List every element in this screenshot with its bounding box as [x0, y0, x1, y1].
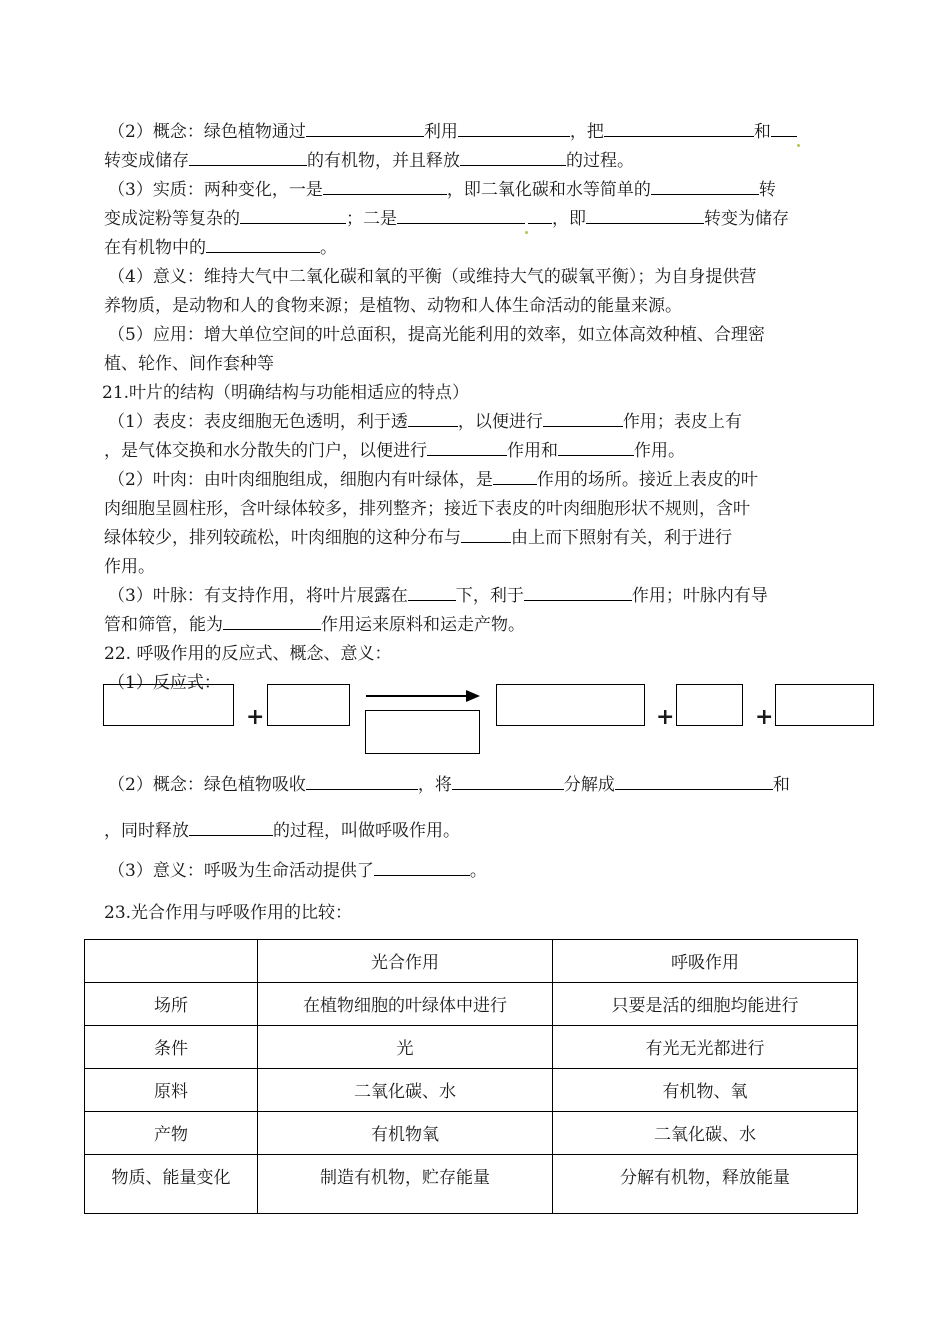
table-cell: 产物: [85, 1112, 258, 1155]
s20-concept-line2: 转变成储存 的有机物，并且释放 的过程。: [104, 147, 852, 176]
fill-blank[interactable]: [452, 771, 564, 790]
formula-box-product3[interactable]: [775, 684, 874, 726]
s20-application-line1: （5）应用：增大单位空间的叶总面积，提高光能利用的效率，如立体高效种植、合理密: [108, 325, 765, 345]
table-header-cell: [85, 940, 258, 983]
s21-mesophyll-line1: （2）叶肉：由叶肉细胞组成，细胞内有叶绿体，是 作用的场所。接近上表皮的叶: [108, 466, 856, 495]
s20-essence-line1: （3）实质：两种变化，一是 ，即二氧化碳和水等简单的 转: [108, 176, 856, 205]
fill-blank[interactable]: [206, 234, 320, 253]
formula-box-condition[interactable]: [365, 710, 480, 754]
table-cell: 场所: [85, 983, 258, 1026]
s21-vein-line1: （3）叶脉：有支持作用，将叶片展露在 下，利于 作用；叶脉内有导: [108, 582, 856, 611]
fill-blank[interactable]: [615, 771, 773, 790]
fill-blank[interactable]: [427, 437, 507, 456]
table-cell: 只要是活的细胞均能进行: [553, 983, 858, 1026]
s20-essence-line3: 在有机物中的 。: [104, 234, 852, 263]
table-header-row: [85, 940, 858, 983]
s20-meaning-line1: （4）意义：维持大气中二氧化碳和氧的平衡（或维持大气的碳氧平衡）；为自身提供营: [108, 267, 757, 287]
fill-blank[interactable]: [458, 118, 570, 137]
fill-blank[interactable]: [651, 176, 759, 195]
s22-meaning: （3）意义：呼吸为生命活动提供了 。: [108, 857, 856, 886]
s22-title: 22. 呼吸作用的反应式、概念、意义：: [104, 644, 392, 664]
table-cell: 二氧化碳、水: [553, 1112, 858, 1155]
table-header-cell: 光合作用: [258, 940, 553, 983]
fill-blank[interactable]: [306, 118, 424, 137]
table-row: [85, 1112, 858, 1155]
fill-blank[interactable]: [543, 408, 623, 427]
s23-title: 23.光合作用与呼吸作用的比较：: [104, 903, 353, 923]
table-row: [85, 1069, 858, 1112]
table-cell: 有机物氧: [258, 1112, 553, 1155]
table-row: [85, 983, 858, 1026]
fill-blank[interactable]: [223, 611, 321, 630]
fill-blank[interactable]: [189, 817, 273, 836]
fill-blank[interactable]: [189, 147, 307, 166]
fill-blank[interactable]: [306, 771, 418, 790]
table-cell: 在植物细胞的叶绿体中进行: [258, 983, 553, 1026]
table-cell: 分解有机物，释放能量: [553, 1155, 858, 1214]
s21-mesophyll-line4: 作用。: [104, 557, 155, 577]
s21-title: 21.叶片的结构（明确结构与功能相适应的特点）: [102, 383, 470, 403]
formula-box-reactant2[interactable]: [267, 684, 350, 726]
s21-epidermis-line1: （1）表皮：表皮细胞无色透明，利于透 ，以便进行 作用；表皮上有: [108, 408, 856, 437]
s22-concept-line1: （2）概念：绿色植物吸收 ，将 分解成 和: [108, 771, 856, 800]
table-cell: 物质、能量变化: [85, 1155, 258, 1214]
s22-concept-line2: ，同时释放 的过程，叫做呼吸作用。: [104, 817, 852, 846]
s20-meaning-line2: 养物质，是动物和人的食物来源；是植物、动物和人体生命活动的能量来源。: [104, 296, 682, 316]
s20-concept-line1: （2）概念：绿色植物通过 利用 ，把 和: [108, 118, 856, 147]
fill-blank[interactable]: [374, 857, 470, 876]
table-cell: 二氧化碳、水: [258, 1069, 553, 1112]
table-cell: 光: [258, 1026, 553, 1069]
fill-blank[interactable]: [586, 205, 704, 224]
fill-blank[interactable]: [493, 466, 537, 485]
s20-essence-line2: 变成淀粉等复杂的 ；二是 ，即 转变为储存: [104, 205, 852, 234]
fill-blank[interactable]: [771, 118, 797, 137]
table-cell: 有光无光都进行: [553, 1026, 858, 1069]
table-row: [85, 1026, 858, 1069]
formula-box-product1[interactable]: [496, 684, 645, 726]
s21-mesophyll-line3: 绿体较少，排列较疏松，叶肉细胞的这种分布与 由上而下照射有关，利于进行: [104, 524, 852, 553]
fill-blank[interactable]: [528, 205, 552, 224]
plus-sign: +: [755, 704, 774, 730]
fill-blank[interactable]: [240, 205, 346, 224]
fill-blank[interactable]: [524, 582, 632, 601]
table-header-cell: 呼吸作用: [553, 940, 858, 983]
fill-blank[interactable]: [408, 582, 456, 601]
fill-blank[interactable]: [408, 408, 458, 427]
plus-sign: +: [246, 704, 265, 730]
table-cell: 制造有机物，贮存能量: [258, 1155, 553, 1214]
s22-formula-label: （1）反应式：: [108, 673, 221, 693]
fill-blank[interactable]: [558, 437, 634, 456]
table-row: [85, 1155, 858, 1214]
reaction-arrow-icon: [364, 688, 482, 704]
plus-sign: +: [656, 704, 675, 730]
table-cell: 原料: [85, 1069, 258, 1112]
table-cell: 条件: [85, 1026, 258, 1069]
comparison-table: [84, 939, 858, 1214]
fill-blank[interactable]: [397, 205, 525, 224]
fill-blank[interactable]: [604, 118, 754, 137]
fill-blank[interactable]: [461, 524, 511, 543]
formula-box-reactant1[interactable]: [103, 684, 234, 726]
s21-epidermis-line2: ，是气体交换和水分散失的门户，以便进行 作用和 作用。: [104, 437, 852, 466]
table-cell: 有机物、氧: [553, 1069, 858, 1112]
s21-mesophyll-line2: 肉细胞呈圆柱形，含叶绿体较多，排列整齐；接近下表皮的叶肉细胞形状不规则，含叶: [104, 499, 750, 519]
formula-box-product2[interactable]: [676, 684, 743, 726]
fill-blank[interactable]: [460, 147, 566, 166]
s21-vein-line2: 管和筛管，能为 作用运来原料和运走产物。: [104, 611, 852, 640]
s20-application-line2: 植、轮作、间作套种等: [104, 354, 274, 374]
fill-blank[interactable]: [323, 176, 447, 195]
